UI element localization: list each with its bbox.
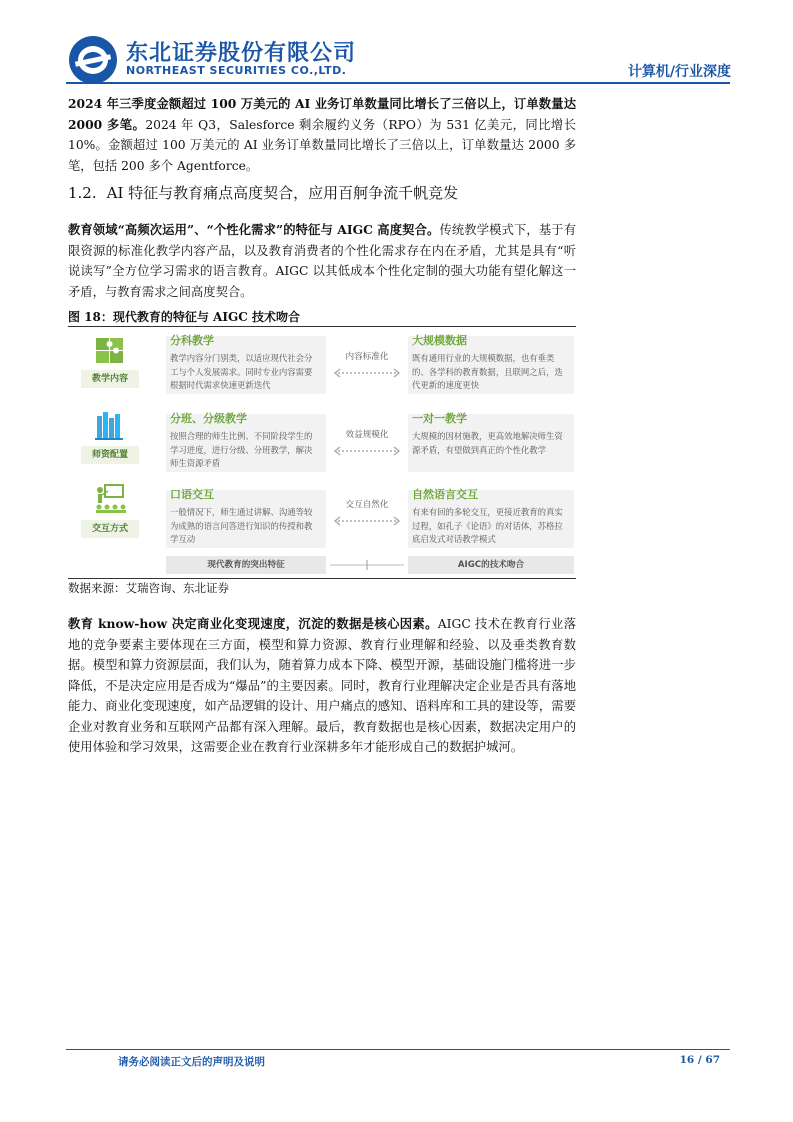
double-arrow-icon: [334, 446, 400, 456]
right-box-row1: [408, 336, 574, 394]
left-box-text: 一般情况下，师生通过讲解、沟通等较为成熟的语言问答进行知识的传授和教学互动: [170, 507, 313, 544]
company-name-cn: 东北证券股份有限公司: [126, 41, 357, 66]
row-category-staffing: [80, 408, 140, 464]
left-box-title: 分科教学: [170, 334, 214, 347]
category-label: 教学内容: [81, 370, 139, 388]
right-box-row3: [408, 490, 574, 548]
right-box-title: 自然语言交互: [412, 488, 478, 501]
row-category-content: [80, 332, 140, 388]
section-heading: [68, 182, 458, 203]
double-arrow-icon: [334, 516, 400, 526]
footer-divider-icon: [328, 556, 406, 574]
middle-label-row2: 效益规模化: [345, 430, 389, 440]
header-divider: [66, 82, 730, 84]
para3-body: AIGC 技术在教育行业落地的竞争要素主要体现在三方面，模型和算力资源、教育行业理解和经验、以及垂类教育数据。模型和算力资源层面，我们认为，随着算力成本下降、模型开源，基础设施门槛将进一步降低，不是决定应用是否成为“爆品”的主要因素。同时，教育行业理解决定企业是否具有落地能力、商业化变现速度，如产品逻辑的设计、用户痛点的感知、语料库和工具的建设等，需要企业对教育业务和互联网产品都有深入理解。最后，教育数据也是核心因素，数据决定用户的使用体验和学习效果，这需要企业在教育行业深耕多年才能形成自己的数据护城河。: [68, 617, 576, 754]
figure-footer-left: 现代教育的突出特征: [166, 556, 326, 574]
right-box-title: 大规模数据: [412, 334, 467, 347]
figure-18: [80, 330, 576, 578]
row-category-interaction: [80, 482, 140, 538]
para2-body: 传统教学模式下，基于有限资源的标准化教学内容产品，以及教育消费者的个性化需求存在内在矛盾，尤其是具有“听说读写”全方位学习需求的语言教育。AIGC 以其低成本个性化定制的强大功能有望化解这一矛盾，与教育需求之间高度契合。: [68, 223, 576, 299]
middle-label-row1: 内容标准化: [345, 352, 389, 362]
para3-lead: 教育 know-how 决定商业化变现速度，沉淀的数据是核心因素。: [68, 616, 438, 631]
middle-label-row3: 交互自然化: [345, 500, 389, 510]
paragraph-education-fit: [68, 220, 576, 302]
figure-source: 数据来源：艾瑞咨询、东北证券: [68, 581, 229, 595]
company-name-en: NORTHEAST SECURITIES CO.,LTD.: [126, 64, 347, 77]
left-box-row3: [166, 490, 326, 548]
section-title: AI 特征与教育痛点高度契合，应用百舸争流千帆竞发: [106, 184, 459, 202]
figure-bottom-rule: [68, 578, 576, 579]
right-box-text: 大规模的因材施教，更高效地解决师生资源矛盾，有望做到真正的个性化教学: [412, 431, 563, 455]
double-arrow-icon: [334, 368, 400, 378]
footer-disclaimer: 请务必阅读正文后的声明及说明: [118, 1056, 265, 1068]
section-number: 1.2.: [68, 184, 97, 202]
figure-top-rule: [68, 326, 576, 327]
right-box-title: 一对一教学: [412, 412, 467, 425]
figure-title: 图 18：现代教育的特征与 AIGC 技术吻合: [68, 310, 300, 324]
intro-lead: 2024 年三季度金额超过 100 万美元的 AI 业务订单数量同比增长了三倍以上，订单数量达 2000 多笔。: [68, 96, 576, 132]
para2-lead: 教育领域“高频次运用”、“个性化需求”的特征与 AIGC 高度契合。: [68, 222, 440, 237]
footer-divider: [66, 1049, 730, 1050]
classroom-icon: [92, 482, 128, 516]
intro-body: 2024 年 Q3，Salesforce 剩余履约义务（RPO）为 531 亿美元，同比增长 10%。金额超过 100 万美元的 AI 业务订单数量同比增长了三倍以上，订单数量达 2000 多笔，包括 200 多个 Agentforce。: [68, 117, 576, 173]
page-header: [0, 0, 793, 90]
left-box-title: 分班、分级教学: [170, 412, 247, 425]
figure-footer-right: AIGC的技术吻合: [408, 556, 574, 574]
company-logo-icon: [69, 36, 117, 84]
category-label: 交互方式: [81, 520, 139, 538]
right-box-text: 有来有回的多轮交互，更接近教育的真实过程，如孔子《论语》的对话体，苏格拉底启发式对话教学模式: [412, 507, 563, 544]
intro-paragraph: [68, 94, 576, 176]
right-box-text: 既有通用行业的大规模数据，也有垂类的、各学科的教育数据，且联网之后，迭代更新的速度更快: [412, 353, 563, 390]
page-number: 16 / 67: [679, 1054, 720, 1066]
puzzle-icon: [92, 332, 128, 366]
left-box-title: 口语交互: [170, 488, 214, 501]
report-type: 计算机/行业深度: [627, 64, 731, 80]
left-box-row1: [166, 336, 326, 394]
left-box-row2: [166, 414, 326, 472]
left-box-text: 按照合理的师生比例、不同阶段学生的学习进度，进行分级、分班教学，解决师生资源矛盾: [170, 431, 313, 468]
right-box-row2: [408, 414, 574, 472]
left-box-text: 教学内容分门别类，以适应现代社会分工与个人发展需求。同时专业内容需要根据时代需求快速更新迭代: [170, 353, 313, 390]
category-label: 师资配置: [81, 446, 139, 464]
paragraph-knowhow: [68, 614, 576, 758]
books-icon: [92, 408, 128, 442]
